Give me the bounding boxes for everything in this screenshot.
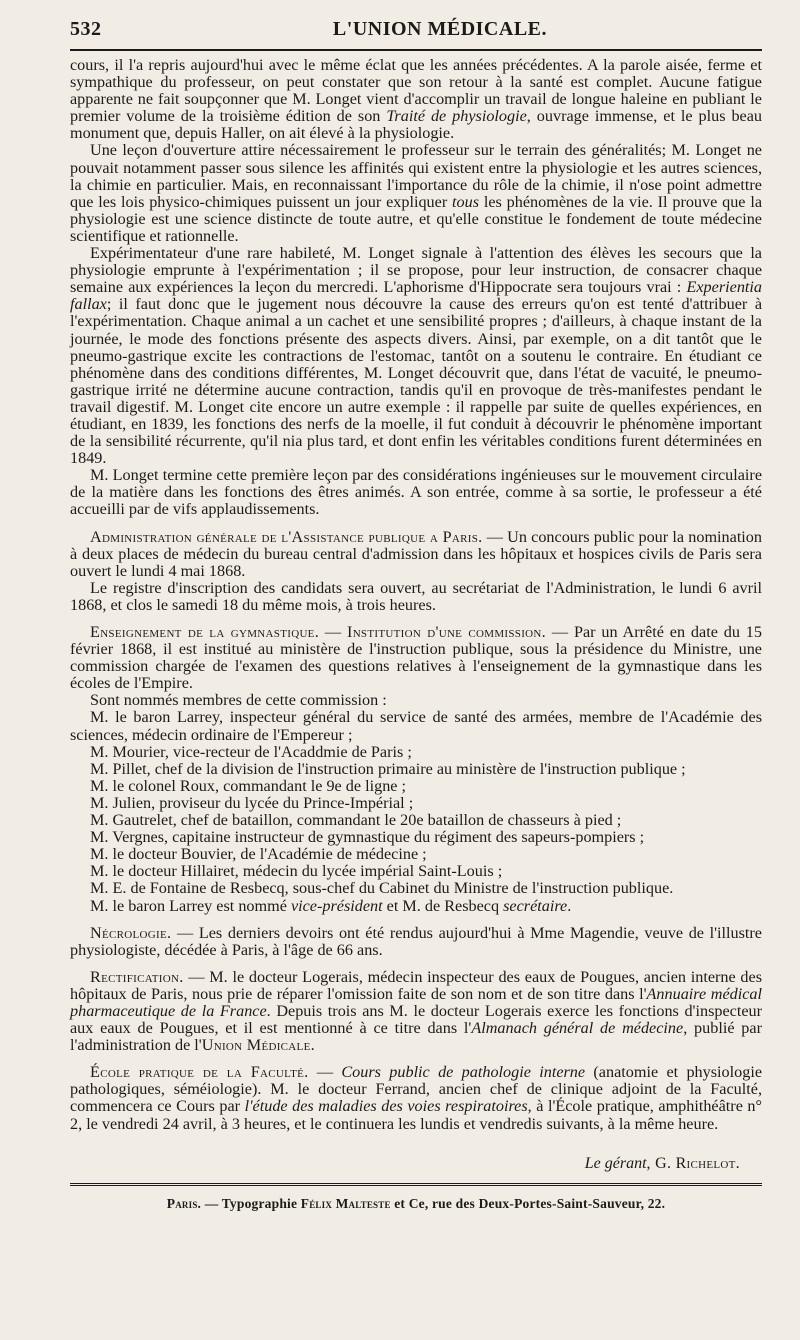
printer-footer: Paris. — Typographie Félix Malteste et Ce, rue des Deux-Portes-Saint-Sauveur, 22. [166, 1195, 666, 1211]
rectification-heading: Rectification. [90, 967, 184, 986]
page-number: 532 [70, 18, 102, 40]
footer-rule [70, 1183, 762, 1188]
article-body [70, 57, 762, 1133]
gymnastique-section: Enseignement de la gymnastique. — Institution d'une commission. — Par un Arrêté en date du 15 février 1868, il est institué au ministère de l'instruction publique, sous la présidence du Ministre, une commission chargée de l'examen des questions relatives à l'enseignement de la gymnastique dans les écoles de l'Empire. Sont nommés membres de cette commission : M. le baron Larrey, inspecteur général du service de santé des armées, membre de l'Académie des sciences, médecin ordinaire de l'Empereur ; M. Mourier, vice-recteur de l'Acaddmie de Paris ; M. Pillet, chef de la division de l'instruction primaire au ministère de l'instruction publique ; M. le colonel Roux, commandant le 9e de ligne ; M. Julien, proviseur du lycée du Prince-Impérial ; M. Gautrelet, chef de bataillon, commandant le 20e bataillon de chasseurs à pied ; M. Vergnes, capitaine instructeur de gymnastique du régiment des sapeurs-pompiers ; M. le docteur Bouvier, de l'Académie de médecine ; M. le docteur Hillairet, médecin du lycée impérial Saint-Louis ; M. E. de Fontaine de Resbecq, sous-chef du Cabinet du Ministre de l'instruction publique. M. le baron Larrey est nommé vice-président et M. de Resbecq secrétaire. [70, 623, 762, 915]
list-item: M. Vergnes, capitaine instructeur de gymnastique du régiment des sapeurs-pompiers ; [90, 828, 645, 847]
necrologie-heading: Nécrologie. [90, 923, 172, 942]
journal-title: L'UNION MÉDICALE. [332, 18, 547, 40]
ecole-heading: École pratique de la Faculté. [90, 1063, 309, 1082]
paragraph-2: Une leçon d'ouverture attire nécessairement le professeur sur le terrain des généralités; M. Longet ne pouvait notamment passer sous silence les affinités qui existent entre la physiologie et les autres sciences, la chimie en particulier. Mais, en reconnaissant l'importance du rôle de la chimie, il n'ose point admettre que les lois physico-chimiques puissent un jour expliquer tous les phénomènes de la vie. Il prouve que la physiologie est une science distincte de toute autre, et qu'elle constitue le fondement de toute médecine scientifique et rationnelle. [70, 141, 762, 245]
gymnastique-heading: Enseignement de la gymnastique. [90, 623, 320, 641]
commission-heading: Institution d'une commission. [347, 623, 547, 641]
page-header [70, 18, 762, 41]
list-item: M. le baron Larrey est nommé vice-président et M. de Resbecq secrétaire. [90, 896, 572, 915]
list-item: M. le colonel Roux, commandant le 9e de ligne ; [90, 776, 407, 795]
assistance-heading: Administration générale de l'Assistance publique a Paris. [90, 527, 483, 546]
list-item: M. E. de Fontaine de Resbecq, sous-chef du Cabinet du Ministre de l'instruction publique. [90, 879, 674, 898]
list-item: M. Gautrelet, chef de bataillon, commandant le 20e bataillon de chasseurs à pied ; [90, 811, 622, 830]
list-item: M. Pillet, chef de la division de l'instruction primaire au ministère de l'instruction publique ; [90, 759, 686, 778]
header-rule [70, 49, 762, 51]
assistance-section: Administration générale de l'Assistance publique a Paris. — Un concours public pour la nomination à deux places de médecin du bureau central d'admission dans les hôpitaux et hospices civils de Paris sera ouvert le lundi 4 mai 1868. Le registre d'inscription des candidats sera ouvert, au secrétariat de l'Administration, le lundi 6 avril 1868, et clos le samedi 18 du même mois, à trois heures. [70, 527, 762, 614]
list-item: M. le docteur Bouvier, de l'Académie de médecine ; [90, 845, 427, 864]
list-item: M. le baron Larrey, inspecteur général du service de santé des armées, membre de l'Académie des sciences, médecin ordinaire de l'Empereur ; [70, 708, 762, 744]
ecole-section: École pratique de la Faculté. — Cours public de pathologie interne (anatomie et physiologie pathologiques, séméiologie). M. le docteur Ferrand, ancien chef de clinique adjoint de la Faculté, commencera ce Cours par l'étude des maladies des voies respiratoires, à l'École pratique, amphithéâtre n° 2, le vendredi 24 avril, à 3 heures, et le continuera les lundis et vendredis suivants, à la même heure. [70, 1063, 763, 1133]
paragraph-4: M. Longet termine cette première leçon par des considérations ingénieuses sur le mouvement circulaire de la matière dans les fonctions des êtres animés. A son entrée, comme à sa sortie, le professeur a été accueilli par de vifs applaudissements. [70, 466, 762, 519]
rectification-section: Rectification. — M. le docteur Logerais, médecin inspecteur des eaux de Pougues, ancien interne des hôpitaux de Paris, nous prie de réparer l'omission faite de son nom et de son titre dans l'Annuaire médical pharmaceutique de la France. Depuis trois ans M. le docteur Logerais exerce les fonctions d'inspecteur aux eaux de Pougues, et il est mentionné à ce titre dans l'Almanach général de médecine, publié par l'administration de l'Union Médicale. [70, 967, 762, 1055]
paragraph-3: Expérimentateur d'une rare habileté, M. Longet signale à l'attention des élèves les secours que la physiologie emprunte à l'expérimentation ; il se propose, pour leur instruction, de consacrer chaque semaine aux expériences la leçon du mercredi. L'aphorisme d'Hippocrate sera toujours vrai : Experientia fallax; il faut donc que le jugement nous découvre la cause des erreurs qu'on est tenté d'attribuer à l'expérimentation. Chaque animal a un cachet et une sensibilité propres ; d'ailleurs, à chaque instant de la journée, le mode des fonctions présente des aspects divers. Ainsi, par exemple, on a dit tantôt que le pneumo-gastrique excite les contractions de l'estomac, tantôt on a soutenu le contraire. En étudiant ce phénomène dans des conditions différentes, M. Longet découvrit que, dans l'état de vacuité, le pneumo-gastrique irrité ne détermine aucune contraction, tandis qu'il en provoque de très-manifestes pendant le travail digestif. M. Longet cite encore un autre exemple : il rappelle par suite de quelles expériences, en étudiant, en 1839, les fonctions des nerfs de la moelle, il fut conduit à découvrir le phénomène important de la sensibilité récurrente, qu'il nia plus tard, et dont enfin les véritables conditions furent déterminées en 1849. [70, 244, 762, 468]
signature: Le gérant, G. Richelot. [584, 1154, 740, 1172]
list-item: M. Mourier, vice-recteur de l'Acaddmie de Paris ; [90, 742, 412, 761]
paragraph-1: cours, il l'a repris aujourd'hui avec le même éclat que les années précédentes. A la parole aisée, ferme et sympathique du professeur, on peut constater que son retour à la santé est complet. Aucune fatigue apparente ne fait soupçonner que M. Longet vient d'accomplir un travail de longue haleine en publiant le premier volume de la troisième édition de son Traité de physiologie, ouvrage immense, et le plus beau monument que, depuis Haller, on ait élevé à la physiologie. [70, 56, 763, 143]
members-list [70, 709, 762, 914]
list-item: M. Julien, proviseur du lycée du Prince-Impérial ; [90, 793, 414, 812]
necrologie-section: Nécrologie. — Les derniers devoirs ont été rendus aujourd'hui à Mme Magendie, veuve de l'illustre physiologiste, décédée à Paris, à l'âge de 66 ans. [70, 923, 762, 959]
list-item: M. le docteur Hillairet, médecin du lycée impérial Saint-Louis ; [90, 862, 503, 881]
